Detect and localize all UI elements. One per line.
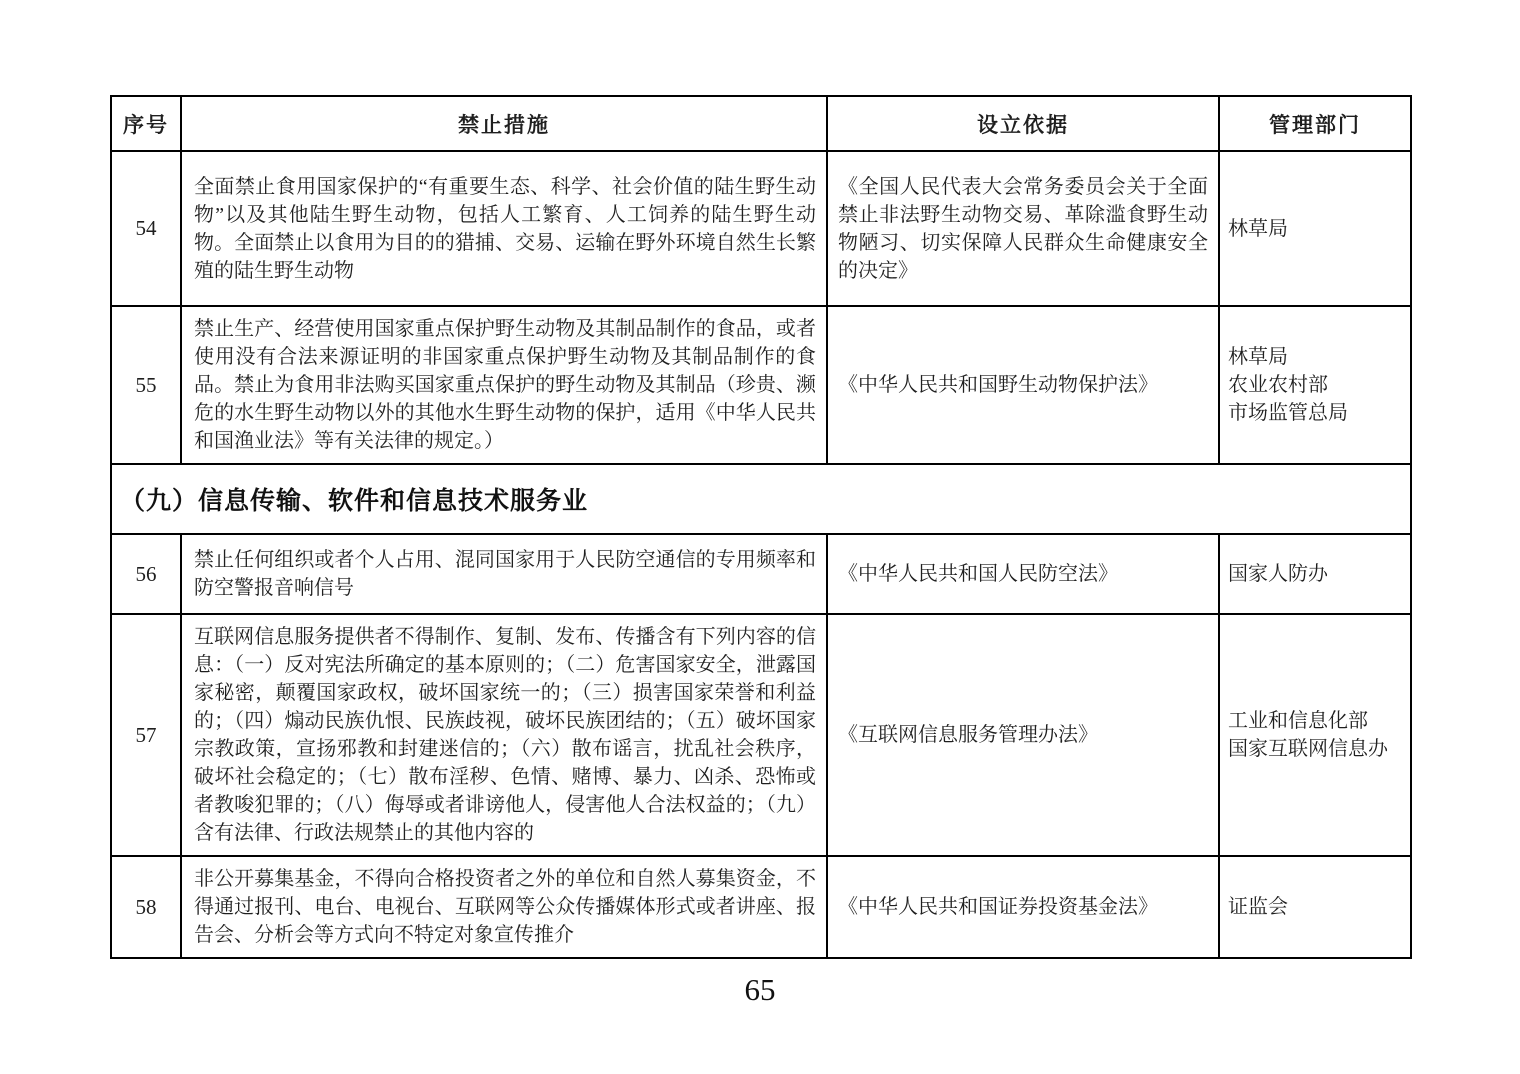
basis-text: 《中华人民共和国人民防空法》 <box>827 534 1219 614</box>
column-header-basis: 设立依据 <box>827 96 1219 151</box>
table-row <box>111 151 1411 306</box>
table-row <box>111 306 1411 464</box>
row-number: 55 <box>111 306 181 464</box>
department-name: 国家人防办 <box>1228 563 1328 585</box>
column-header-department: 管理部门 <box>1219 96 1411 151</box>
row-number: 58 <box>111 856 181 958</box>
department-cell <box>1219 856 1411 958</box>
section-header-label: （九）信息传输、软件和信息技术服务业 <box>111 464 1411 534</box>
basis-text: 《互联网信息服务管理办法》 <box>827 614 1219 856</box>
row-number: 56 <box>111 534 181 614</box>
prohibited-measures-table <box>110 95 1412 959</box>
page-number: 65 <box>744 972 776 1007</box>
department-cell <box>1219 614 1411 856</box>
table-row <box>111 534 1411 614</box>
row-number: 54 <box>111 151 181 306</box>
measure-text: 全面禁止食用国家保护的“有重要生态、科学、社会价值的陆生野生动物”以及其他陆生野生动物，包括人工繁育、人工饲养的陆生野生动物。全面禁止以食用为目的的猎捕、交易、运输在野外环境自然生长繁殖的陆生野生动物 <box>181 151 827 306</box>
department-name: 农业农村部 <box>1228 374 1328 396</box>
department-cell <box>1219 534 1411 614</box>
measure-text: 非公开募集基金，不得向合格投资者之外的单位和自然人募集资金，不得通过报刊、电台、电视台、互联网等公众传播媒体形式或者讲座、报告会、分析会等方式向不特定对象宣传推介 <box>181 856 827 958</box>
basis-text: 《全国人民代表大会常务委员会关于全面禁止非法野生动物交易、革除滥食野生动物陋习、切实保障人民群众生命健康安全的决定》 <box>827 151 1219 306</box>
department-name: 工业和信息化部 <box>1228 710 1368 732</box>
table-row <box>111 614 1411 856</box>
basis-text: 《中华人民共和国野生动物保护法》 <box>827 306 1219 464</box>
table-header-row <box>111 96 1411 151</box>
department-name: 国家互联网信息办 <box>1228 738 1388 760</box>
measure-text: 互联网信息服务提供者不得制作、复制、发布、传播含有下列内容的信息：（一）反对宪法所确定的基本原则的；（二）危害国家安全，泄露国家秘密，颠覆国家政权，破坏国家统一的；（三）损害国家荣誉和利益的；（四）煽动民族仇恨、民族歧视，破坏民族团结的；（五）破坏国家宗教政策，宣扬邪教和封建迷信的；（六）散布谣言，扰乱社会秩序，破坏社会稳定的；（七）散布淫秽、色情、赌博、暴力、凶杀、恐怖或者教唆犯罪的；（八）侮辱或者诽谤他人，侵害他人合法权益的；（九）含有法律、行政法规禁止的其他内容的 <box>181 614 827 856</box>
section-header-row <box>111 464 1411 534</box>
basis-text: 《中华人民共和国证券投资基金法》 <box>827 856 1219 958</box>
department-name: 林草局 <box>1228 346 1288 368</box>
column-header-no: 序号 <box>111 96 181 151</box>
column-header-measure: 禁止措施 <box>181 96 827 151</box>
department-cell <box>1219 306 1411 464</box>
department-name: 市场监管总局 <box>1228 402 1348 424</box>
table-row <box>111 856 1411 958</box>
department-name: 证监会 <box>1228 896 1288 918</box>
measure-text: 禁止任何组织或者个人占用、混同国家用于人民防空通信的专用频率和防空警报音响信号 <box>181 534 827 614</box>
measure-text: 禁止生产、经营使用国家重点保护野生动物及其制品制作的食品，或者使用没有合法来源证明的非国家重点保护野生动物及其制品制作的食品。禁止为食用非法购买国家重点保护的野生动物及其制品（珍贵、濒危的水生野生动物以外的其他水生野生动物的保护，适用《中华人民共和国渔业法》等有关法律的规定。） <box>181 306 827 464</box>
row-number: 57 <box>111 614 181 856</box>
department-name: 林草局 <box>1228 217 1288 240</box>
department-cell <box>1219 151 1411 306</box>
